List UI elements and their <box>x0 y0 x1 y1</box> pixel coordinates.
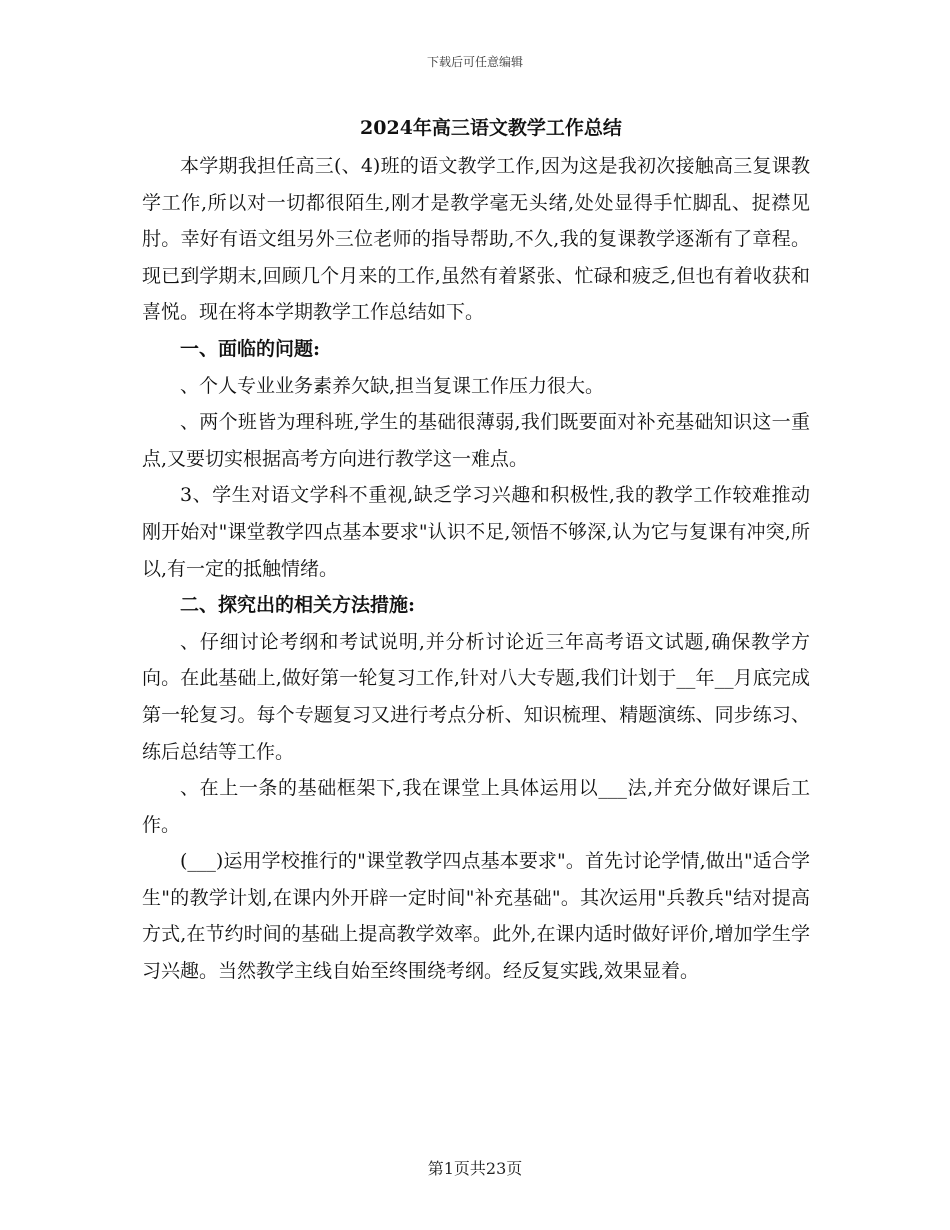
problem-item: 、个人专业业务素养欠缺,担当复课工作压力很大。 <box>180 374 605 397</box>
document-title: 2024年高三语文教学工作总结 <box>360 117 622 139</box>
section-heading-problems: 一、面临的问题: <box>180 337 321 360</box>
section-heading-measures: 二、探究出的相关方法措施: <box>180 594 416 617</box>
intro-paragraph: 本学期我担任高三(、4)班的语文教学工作,因为这是我初次接触高三复课教学工作,所以对一切都很陌生,刚才是教学毫无头绪,处处显得手忙脚乱、捉襟见肘。幸好有语文组另外三位老师的指导帮助,不久,我的复课教学逐渐有了章程。现已到学期末,回顾几个月来的工作,虽然有着紧张、忙碌和疲乏,但也有着收获和喜悦。现在将本学期教学工作总结如下。 <box>142 155 810 324</box>
document-body <box>142 114 810 990</box>
page-header-note: 下载后可任意编辑 <box>426 55 523 69</box>
problem-item: 、两个班皆为理科班,学生的基础很薄弱,我们既要面对补充基础知识这一重点,又要切实根据高考方向进行教学这一难点。 <box>142 411 810 470</box>
measure-item: 、在上一条的基础框架下,我在课堂上具体运用以___法,并充分做好课后工作。 <box>142 777 810 836</box>
problem-item: 3、学生对语文学科不重视,缺乏学习兴趣和积极性,我的教学工作较难推动刚开始对"课堂教学四点基本要求"认识不足,领悟不够深,认为它与复课有冲突,所以,有一定的抵触情绪。 <box>142 484 810 580</box>
measure-item: 、仔细讨论考纲和考试说明,并分析讨论近三年高考语文试题,确保教学方向。在此基础上,做好第一轮复习工作,针对八大专题,我们计划于__年__月底完成第一轮复习。每个专题复习又进行考点分析、知识梳理、精题演练、同步练习、练后总结等工作。 <box>142 630 810 763</box>
measure-item: (___)运用学校推行的"课堂教学四点基本要求"。首先讨论学情,做出"适合学生"的教学计划,在课内外开辟一定时间"补充基础"。其次运用"兵教兵"结对提高方式,在节约时间的基础上提高教学效率。此外,在课内适时做好评价,增加学生学习兴趣。当然教学主线自始至终围绕考纲。经反复实践,效果显着。 <box>142 850 810 983</box>
page-number: 第1页共23页 <box>427 1159 523 1178</box>
